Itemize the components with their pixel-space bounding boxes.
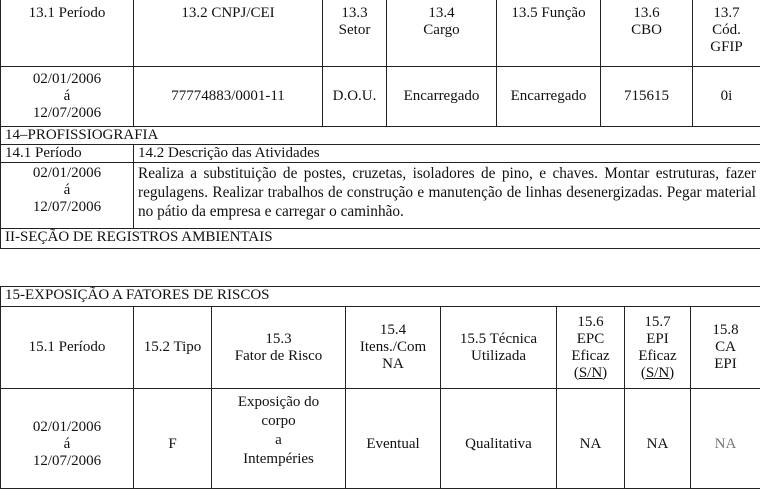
cell-13-cargo: Encarregado [387,67,497,127]
cell-13-periodo: 02/01/2006 á 12/07/2006 [1,67,134,127]
header-15-1-periodo: 15.1 Período [1,307,134,389]
cell-15-tipo: F [134,389,212,489]
section-14-title: 14–PROFISSIOGRAFIA [1,127,760,145]
header-14-2-descricao: 14.2 Descrição das Atividades [134,145,760,163]
header-15-4-itens: 15.4 Itens./Com NA [346,307,441,389]
section-15-table [0,286,760,489]
section-15-title: 15-EXPOSIÇÃO A FATORES DE RISCOS [1,287,760,307]
cell-13-setor: D.O.U. [323,67,387,127]
header-14-1-periodo: 14.1 Período [1,145,134,163]
header-15-8-ca: 15.8 CA EPI [691,307,760,389]
cell-15-periodo: 02/01/2006 á 12/07/2006 [1,389,134,489]
header-15-2-tipo: 15.2 Tipo [134,307,212,389]
header-15-3-fator: 15.3 Fator de Risco [212,307,346,389]
cell-13-cbo: 715615 [601,67,693,127]
section-13-data-row [1,67,760,127]
header-13-7-gfip: 13.7 Cód. GFIP [693,0,760,67]
cell-13-cnpj: 77774883/0001-11 [134,67,323,127]
cell-15-itens: Eventual [346,389,441,489]
cell-15-ca: NA [691,389,760,489]
header-13-4-cargo: 13.4 Cargo [387,0,497,67]
cell-13-gfip: 0i [693,67,760,127]
header-13-2-cnpj: 13.2 CNPJ/CEI [134,0,323,67]
section-ii-table [0,228,760,249]
cell-15-tecnica: Qualitativa [441,389,557,489]
header-15-5-tecnica: 15.5 Técnica Utilizada [441,307,557,389]
cell-14-periodo: 02/01/2006 á 12/07/2006 [1,163,134,229]
section-15-data-row [1,389,760,489]
header-13-3-setor: 13.3 Setor [323,0,387,67]
header-13-1-periodo: 13.1 Período [1,0,134,67]
header-15-7-epi: 15.7 EPI Eficaz (S/N) [625,307,691,389]
cell-15-epc: NA [557,389,625,489]
header-13-6-cbo: 13.6 CBO [601,0,693,67]
section-15-header-row [1,307,760,389]
cell-15-epi: NA [625,389,691,489]
cell-14-descricao: Realiza a substituição de postes, cruzetas, isoladores de pino, e chaves. Montar estruturas, fazer regulagens. Realizar trabalhos de construção e manutenção de linhas desenergizadas. Pegar material no pátio da empresa e carregar o caminhão. [134,163,760,229]
section-ii-title: II-SEÇÃO DE REGISTROS AMBIENTAIS [1,229,760,249]
cell-13-funcao: Encarregado [497,67,601,127]
section-14-table [0,126,760,229]
header-15-6-epc: 15.6 EPC Eficaz (S/N) [557,307,625,389]
section-13-table [0,0,760,127]
section-13-header-row [1,0,760,67]
header-13-5-funcao: 13.5 Função [497,0,601,67]
cell-15-fator: Exposição do corpo a Intempéries [212,389,346,489]
